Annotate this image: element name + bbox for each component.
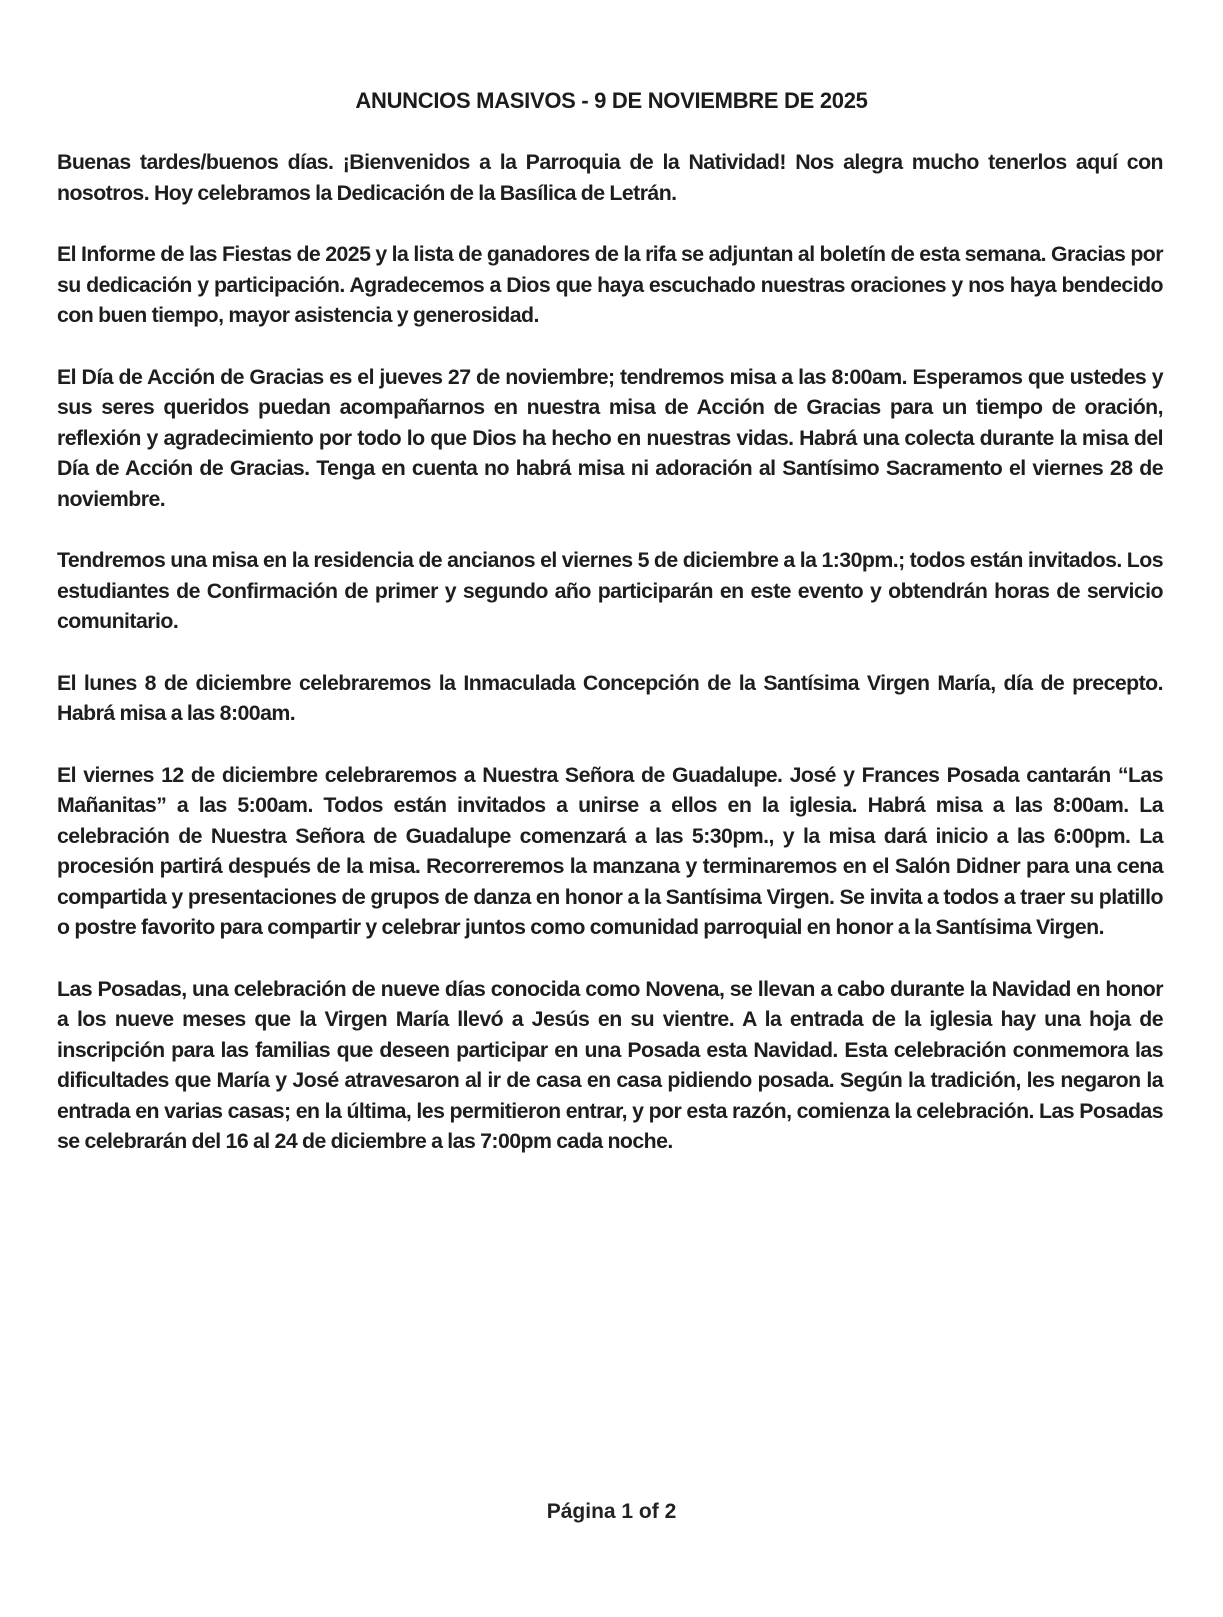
page-number: Página 1 of 2: [546, 1500, 677, 1523]
paragraph-welcome: Buenas tardes/buenos días. ¡Bienvenidos a la Parroquia de la Natividad! Nos alegra mucho tenerlos aquí con nosotros. Hoy celebramos la Dedicación de la Basílica de Letrán.: [57, 150, 1163, 205]
paragraph-immaculate-conception: El lunes 8 de diciembre celebraremos la Inmaculada Concepción de la Santísima Virgen María, día de precepto. Habrá misa a las 8:00am.: [57, 670, 1163, 725]
document-title: ANUNCIOS MASIVOS - 9 DE NOVIEMBRE DE 2025: [355, 88, 868, 113]
paragraph-nursing-home-mass: Tendremos una misa en la residencia de ancianos el viernes 5 de diciembre a la 1:30pm.; todos están invitados. Los estudiantes de Confirmación de primer y segundo año participarán en este evento y obtendrán horas de servicio comunitario.: [57, 548, 1163, 633]
paragraph-las-posadas: Las Posadas, una celebración de nueve días conocida como Novena, se llevan a cabo durante la Navidad en honor a los nueve meses que la Virgen María llevó a Jesús en su vientre. A la entrada de la iglesia hay una hoja de inscripción para las familias que deseen participar en una Posada esta Navidad. Esta celebración conmemora las dificultades que María y José atravesaron al ir de casa en casa pidiendo posada. Según la tradición, les negaron la entrada en varias casas; en la última, les permitieron entrar, y por esta razón, comienza la celebración. Las Posadas se celebrarán del 16 al 24 de diciembre a las 7:00pm cada noche.: [57, 976, 1163, 1153]
paragraph-fiestas-report: El Informe de las Fiestas de 2025 y la lista de ganadores de la rifa se adjuntan al boletín de esta semana. Gracias por su dedicación y participación. Agradecemos a Dios que haya escuchado nuestras oraciones y nos haya bendecido con buen tiempo, mayor asistencia y generosidad.: [57, 242, 1163, 327]
document-body: [57, 147, 1163, 1188]
paragraph-guadalupe: El viernes 12 de diciembre celebraremos a Nuestra Señora de Guadalupe. José y Frances Posada cantarán “Las Mañanitas” a las 5:00am. Todos están invitados a unirse a ellos en la iglesia. Habrá misa a las 8:00am. La celebración de Nuestra Señora de Guadalupe comenzará a las 5:30pm., y la misa dará inicio a las 6:00pm. La procesión partirá después de la misa. Recorreremos la manzana y terminaremos en el Salón Didner para una cena compartida y presentaciones de grupos de danza en honor a la Santísima Virgen. Se invita a todos a traer su platillo o postre favorito para compartir y celebrar juntos como comunidad parroquial en honor a la Santísima Virgen.: [57, 762, 1163, 939]
paragraph-thanksgiving: El Día de Acción de Gracias es el jueves 27 de noviembre; tendremos misa a las 8:00am. Esperamos que ustedes y sus seres queridos puedan acompañarnos en nuestra misa de Acción de Gracias para un tiempo de oración, reflexión y agradecimiento por todo lo que Dios ha hecho en nuestras vidas. Habrá una colecta durante la misa del Día de Acción de Gracias. Tenga en cuenta no habrá misa ni adoración al Santísimo Sacramento el viernes 28 de noviembre.: [57, 364, 1163, 511]
